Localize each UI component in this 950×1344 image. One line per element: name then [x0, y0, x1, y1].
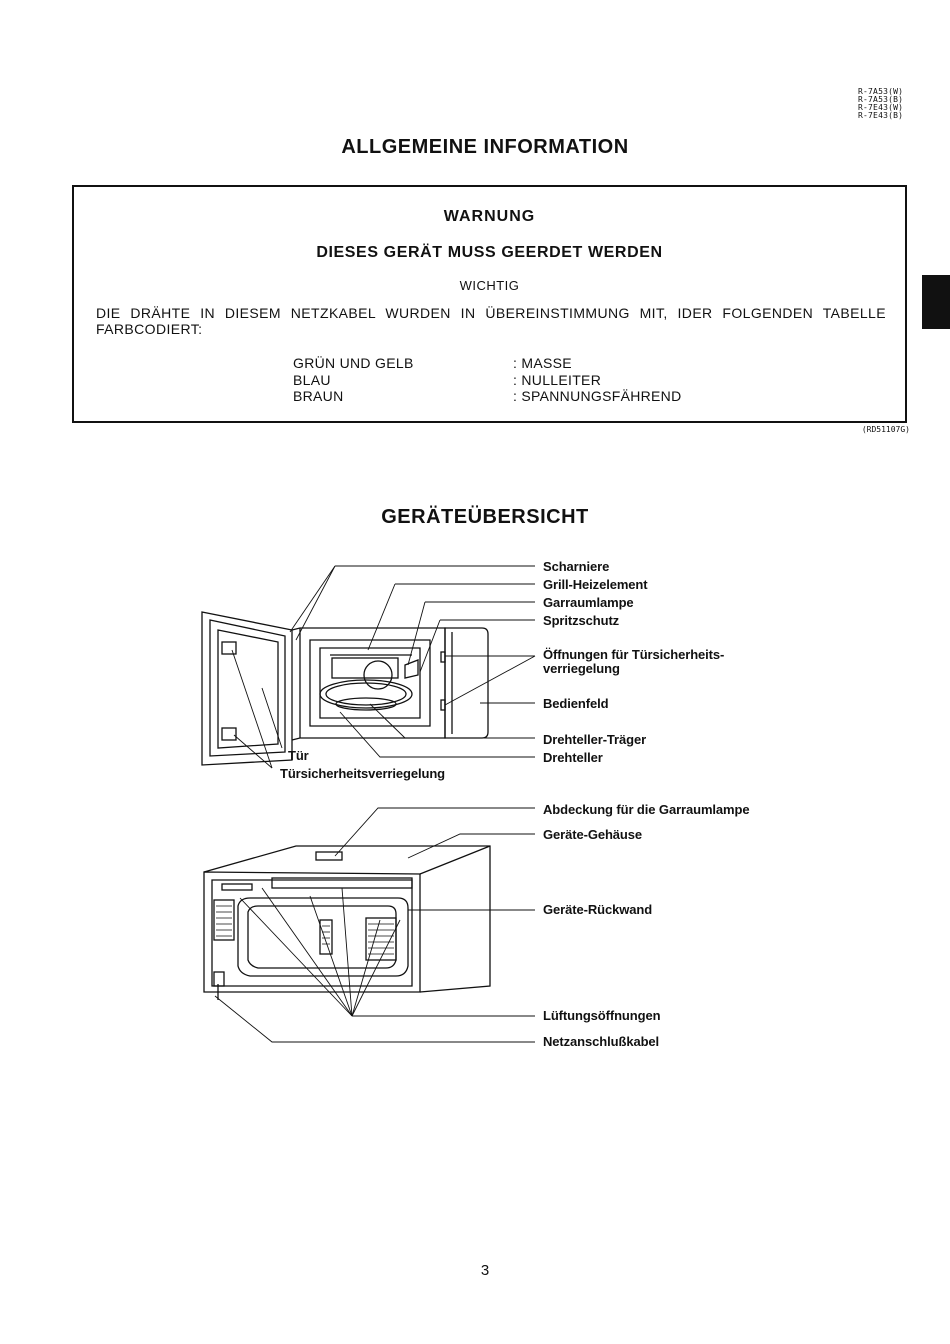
model-number: R-7A53(B)	[858, 95, 904, 104]
reference-code: (RD51107G)	[861, 425, 910, 434]
rear-view-leader-lines	[215, 808, 535, 1042]
wire-color: BRAUN	[293, 388, 344, 404]
label-lock-openings: Öffnungen für Türsicherheits-	[543, 647, 725, 662]
warning-body: DIE DRÄHTE IN DIESEM NETZKABEL WURDEN IN ÜBEREINSTIMMUNG MIT, IDER FOLGENDEN TABELLE FARBCODIERT:	[96, 305, 886, 337]
label-door-lock: Türsicherheitsverriegelung	[280, 766, 446, 781]
label-turntable-support: Drehteller-Träger	[543, 732, 647, 747]
model-number: R-7E43(B)	[858, 111, 904, 120]
label-lamp-cover: Abdeckung für die Garraumlampe	[543, 802, 750, 817]
label-vents: Lüftungsöffnungen	[543, 1008, 661, 1023]
label-lock-openings-cont: verriegelung	[543, 661, 620, 676]
label-door: Tür	[288, 748, 309, 763]
page-number: 3	[480, 1262, 490, 1279]
label-turntable: Drehteller	[543, 750, 603, 765]
warning-title: WARNUNG	[443, 208, 536, 225]
label-oven-lamp: Garraumlampe	[543, 595, 634, 610]
label-control-panel: Bedienfeld	[543, 696, 609, 711]
rear-vent-slots	[216, 906, 394, 954]
label-power-cord: Netzanschlußkabel	[543, 1034, 660, 1049]
label-grill-element: Grill-Heizelement	[543, 577, 648, 592]
page-title: ALLGEMEINE INFORMATION	[341, 136, 629, 158]
warning-important: WICHTIG	[459, 278, 520, 293]
label-cabinet: Geräte-Gehäuse	[543, 827, 643, 842]
label-splash-guard: Spritzschutz	[543, 613, 620, 628]
wire-color: BLAU	[293, 371, 331, 388]
section-title: GERÄTEÜBERSICHT	[381, 506, 589, 528]
warning-subtitle: DIESES GERÄT MUSS GEERDET WERDEN	[316, 244, 663, 261]
model-number: R-7A53(W)	[858, 87, 904, 96]
wire-meaning: : MASSE	[513, 355, 572, 371]
wire-color: GRÜN UND GELB	[293, 355, 414, 371]
label-back-plate: Geräte-Rückwand	[543, 902, 653, 917]
label-hinges: Scharniere	[543, 559, 610, 574]
model-number: R-7E43(W)	[858, 103, 904, 112]
wire-meaning: : NULLEITER	[513, 371, 602, 388]
rear-view-drawing	[204, 846, 490, 1000]
wire-meaning: : SPANNUNGSFÄHREND	[513, 388, 682, 404]
